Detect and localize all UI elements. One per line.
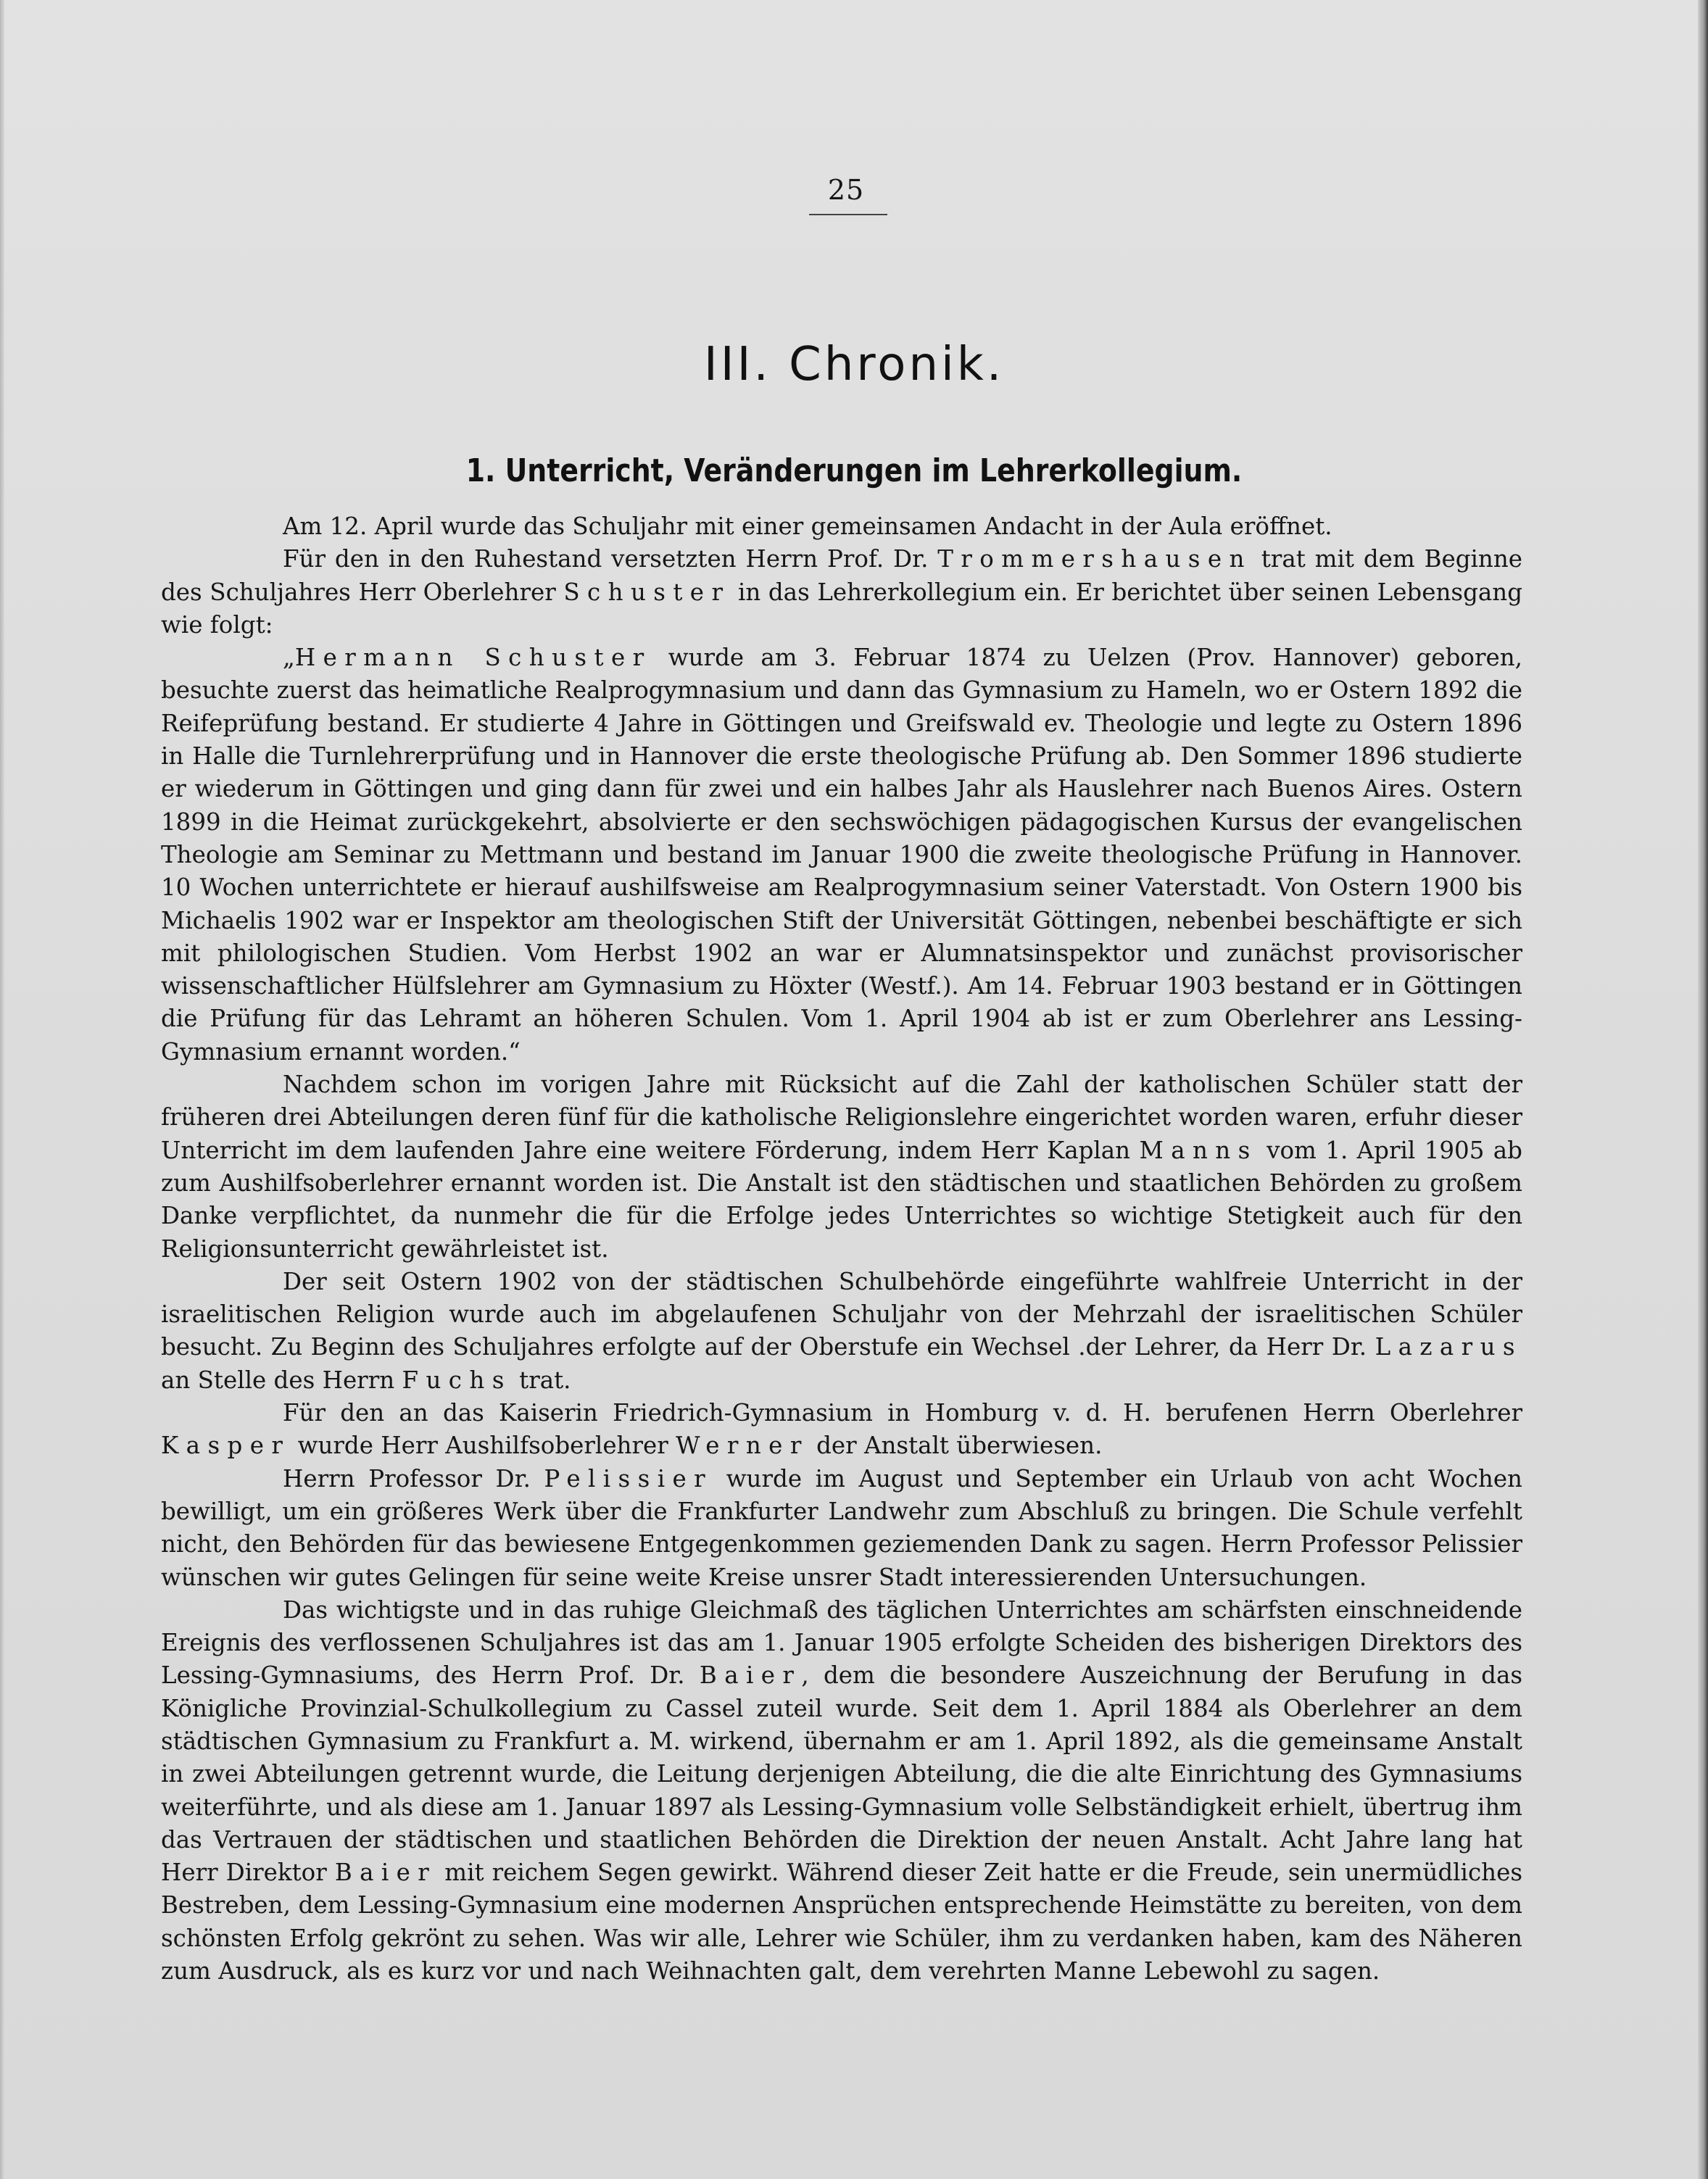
paragraph-4: Nachdem schon im vorigen Jahre mit Rücksicht auf die Zahl der katholischen Schüler statt der früheren drei Abteilungen deren fünf für die katholische Religionslehre eingerichtet worden waren, erfuhr dieser Unterricht im dem laufenden Jahre eine weitere Förderung, indem Herr Kaplan Manns vom 1. April 1905 ab zum Aushilfsoberlehrer ernannt worden ist. Die Anstalt ist den städtischen und staatlichen Behörden zu großem Danke verpflichtet, da nunmehr die für die Erfolge jedes Unterrichtes so wichtige Stetigkeit auch für den Religionsunterricht gewährleistet ist. bbox=[161, 1071, 1522, 1263]
paragraph-5: Der seit Ostern 1902 von der städtischen Schulbehörde eingeführte wahlfreie Unterricht in der israelitischen Religion wurde auch im abgelaufenen Schuljahr von der Mehrzahl der israelitischen Schüler besucht. Zu Beginn des Schuljahres erfolgte auf der Oberstufe ein Wechsel .der Lehrer, da Herr Dr. Lazarus an Stelle des Herrn Fuchs trat. bbox=[161, 1267, 1522, 1394]
spaced-name: Kasper bbox=[161, 1432, 291, 1460]
page-number-rule bbox=[809, 214, 887, 215]
paragraph-1: Am 12. April wurde das Schuljahr mit einer gemeinsamen Andacht in der Aula eröffnet. bbox=[283, 512, 1332, 540]
body-text bbox=[161, 510, 1522, 1988]
spaced-name: Trommershausen bbox=[937, 545, 1252, 573]
spaced-name: Fuchs bbox=[402, 1366, 512, 1394]
paragraph-7: Herrn Professor Dr. Pelissier wurde im August und September ein Urlaub von acht Wochen bewilligt, um ein größeres Werk über die Frankfurter Landwehr zum Abschluß zu bringen. Die Schule verfehlt nicht, den Behörden für das bewiesene Entgegenkommen geziemenden Dank zu sagen. Herrn Professor Pelissier wünschen wir gutes Gelingen für seine weite Kreise unsrer Stadt interessierenden Untersuchungen. bbox=[161, 1464, 1522, 1591]
scan-left-edge bbox=[0, 0, 4, 2179]
spaced-name: Hermann Schuster bbox=[294, 644, 652, 672]
spaced-name: Baier bbox=[334, 1859, 437, 1887]
spaced-name: Lazarus bbox=[1375, 1333, 1522, 1361]
spaced-name: Manns bbox=[1139, 1136, 1258, 1164]
spaced-name: Pelissier bbox=[544, 1464, 713, 1493]
spaced-name: Werner bbox=[676, 1432, 809, 1460]
paragraph-6: Für den an das Kaiserin Friedrich-Gymnasium in Homburg v. d. H. berufenen Herrn Oberlehrer Kasper wurde Herr Aushilfsoberlehrer Werner der Anstalt überwiesen. bbox=[161, 1399, 1522, 1460]
page-number: 25 bbox=[827, 174, 865, 206]
spaced-name: Schuster bbox=[563, 578, 731, 606]
paragraph-3: „Hermann Schuster wurde am 3. Februar 1874 zu Uelzen (Prov. Hannover) geboren, besuchte zuerst das heimatliche Realprogymnasium und dann das Gymnasium zu Hameln, wo er Ostern 1892 die Reifeprüfung bestand. Er studierte 4 Jahre in Göttingen und Greifswald ev. Theologie und legte zu Ostern 1896 in Halle die Turnlehrerprüfung und in Hannover die erste theologische Prüfung ab. Den Sommer 1896 studierte er wiederum in Göttingen und ging dann für zwei und ein halbes Jahr als Hauslehrer nach Buenos Aires. Ostern 1899 in die Heimat zurückgekehrt, absolvierte er den sechswöchigen pädagogischen Kursus der evangelischen Theologie am Seminar zu Mettmann und bestand im Januar 1900 die zweite theologische Prüfung in Hannover. 10 Wochen unterrichtete er hierauf aushilfsweise am Realprogymnasium seiner Vaterstadt. Von Ostern 1900 bis Michaelis 1902 war er Inspektor am theologischen Stift der Universität Göttingen, nebenbei beschäftigte er sich mit philologischen Studien. Vom Herbst 1902 an war er Alumnatsinspektor und zunächst provisorischer wissenschaftlicher Hülfslehrer am Gymnasium zu Höxter (Westf.). Am 14. Februar 1903 bestand er in Göttingen die Prüfung für das Lehramt an höheren Schulen. Vom 1. April 1904 ab ist er zum Oberlehrer ans Lessing-Gymnasium ernannt worden.“ bbox=[161, 644, 1522, 1066]
scan-right-edge bbox=[1698, 0, 1708, 2179]
section-title: 1. Unterricht, Veränderungen im Lehrerkollegium. bbox=[465, 452, 1243, 489]
paragraph-2: Für den in den Ruhestand versetzten Herrn Prof. Dr. Trommershausen trat mit dem Beginne des Schuljahres Herr Oberlehrer Schuster in das Lehrerkollegium ein. Er berichtet über seinen Lebensgang wie folgt: bbox=[161, 545, 1522, 639]
chapter-title: III. Chronik. bbox=[703, 338, 1005, 391]
spaced-name: Baier bbox=[699, 1661, 802, 1690]
paragraph-8: Das wichtigste und in das ruhige Gleichmaß des täglichen Unterrichtes am schärfsten einschneidende Ereignis des verflossenen Schuljahres ist das am 1. Januar 1905 erfolgte Scheiden des bisherigen Direktors des Lessing-Gymnasiums, des Herrn Prof. Dr. Baier, dem die besondere Auszeichnung der Berufung in das Königliche Provinzial-Schulkollegium zu Cassel zuteil wurde. Seit dem 1. April 1884 als Oberlehrer an dem städtischen Gymnasium zu Frankfurt a. M. wirkend, übernahm er am 1. April 1892, als die gemeinsame Anstalt in zwei Abteilungen getrennt wurde, die Leitung derjenigen Abteilung, die die alte Einrichtung des Gymnasiums weiterführte, und als diese am 1. Januar 1897 als Lessing-Gymnasium volle Selbständigkeit erhielt, übertrug ihm das Vertrauen der städtischen und staatlichen Behörden die Direktion der neuen Anstalt. Acht Jahre lang hat Herr Direktor Baier mit reichem Segen gewirkt. Während dieser Zeit hatte er die Freude, sein unermüdliches Bestreben, dem Lessing-Gymnasium eine modernen Ansprüchen entsprechende Heimstätte zu bereiten, von dem schönsten Erfolg gekrönt zu sehen. Was wir alle, Lehrer wie Schüler, ihm zu verdanken haben, kam des Näheren zum Ausdruck, als es kurz vor und nach Weihnachten galt, dem verehrten Manne Lebewohl zu sagen. bbox=[161, 1595, 1523, 1985]
